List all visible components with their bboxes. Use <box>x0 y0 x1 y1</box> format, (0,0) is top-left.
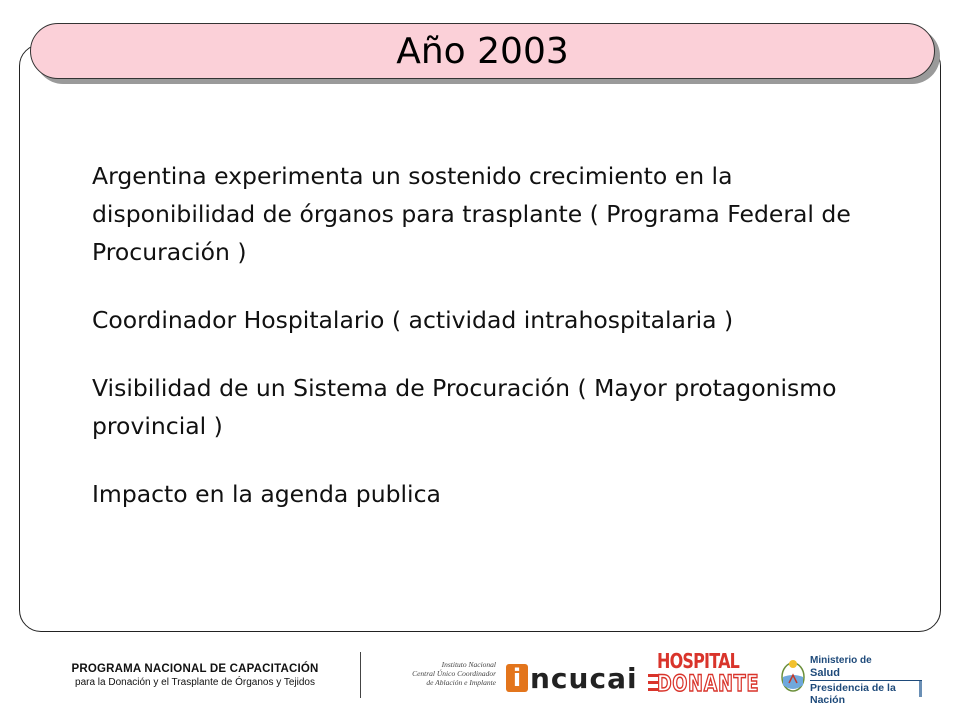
paragraph-crecimiento: Argentina experimenta un sostenido crecimiento en la disponibilidad de órganos para trasplante ( Programa Federal de Procuración ) <box>92 162 851 266</box>
incucai-logo <box>398 660 638 704</box>
ministerio-rule <box>810 680 922 681</box>
ministerio-salud-logo <box>780 655 930 706</box>
ministerio-line-3: Presidencia de la Nación <box>810 682 896 706</box>
program-subtitle: para la Donación y el Trasplante de Órganos y Tejidos <box>75 677 315 688</box>
incucai-caption-line: de Ablación e Implante <box>426 678 496 687</box>
footer-divider <box>360 652 361 698</box>
ministerio-line-1: Ministerio de <box>810 655 872 666</box>
incucai-caption <box>398 660 496 687</box>
incucai-i-block: i <box>506 664 528 692</box>
incucai-caption-line: Instituto Nacional <box>441 660 496 669</box>
incucai-caption-line: Central Único Coordinador <box>412 669 496 678</box>
incucai-word: ncucai <box>530 661 638 695</box>
ministerio-line-2: Salud <box>810 667 840 679</box>
argentina-shield-icon <box>780 657 806 693</box>
hospital-donante-logo <box>648 649 760 710</box>
incucai-wordmark <box>506 662 638 694</box>
ministerio-corner-mark <box>919 681 922 697</box>
paragraph-impacto: Impacto en la agenda publica <box>92 480 441 508</box>
donante-word: DONANTE <box>657 672 760 697</box>
slide-title: Año 2003 <box>396 30 569 72</box>
footer-program <box>50 663 340 688</box>
slide-content <box>92 157 882 543</box>
title-bar <box>30 23 935 79</box>
paragraph-visibilidad: Visibilidad de un Sistema de Procuración ( Mayor protagonismo provincial ) <box>92 374 837 440</box>
program-title: PROGRAMA NACIONAL DE CAPACITACIÓN <box>71 663 319 675</box>
hospital-word: HOSPITAL <box>657 649 740 673</box>
paragraph-coordinador: Coordinador Hospitalario ( actividad intrahospitalaria ) <box>92 306 734 334</box>
